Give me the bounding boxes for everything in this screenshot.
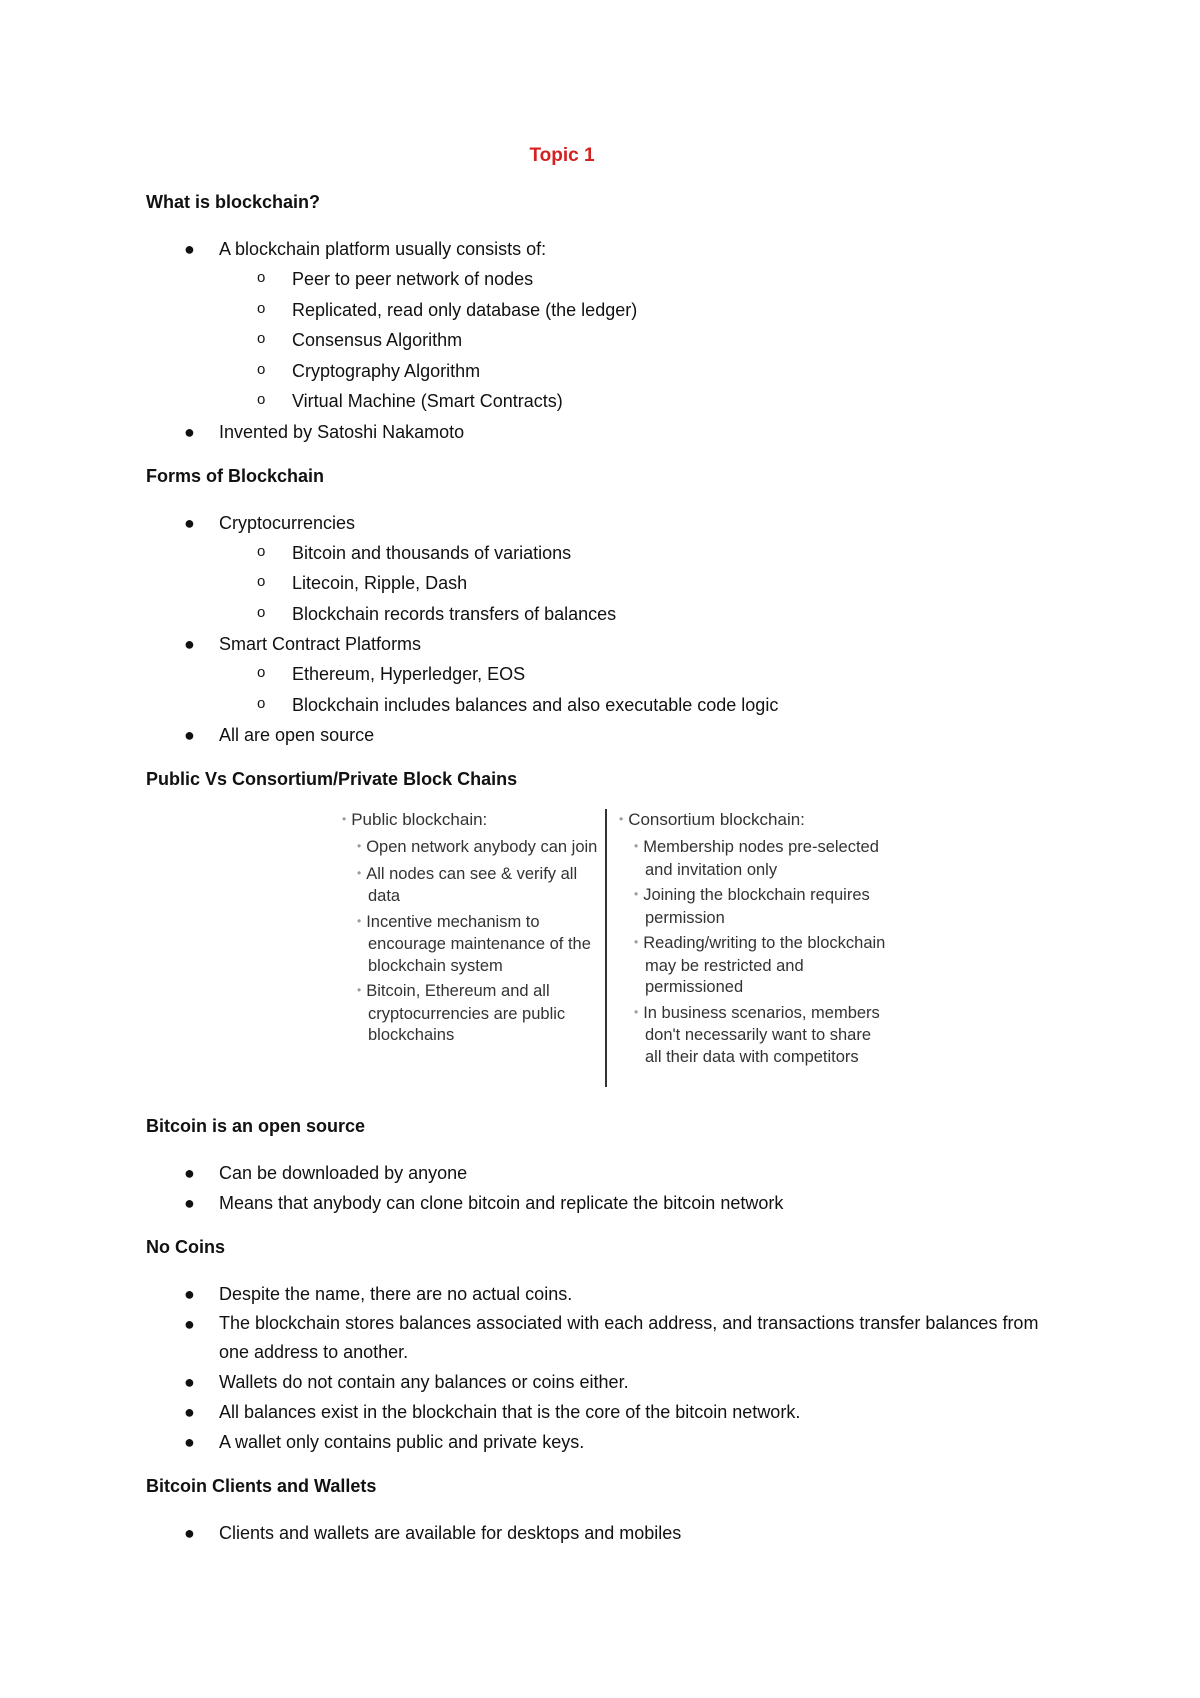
- circle-bullet-icon: o: [257, 542, 266, 560]
- sub-list-item: o Litecoin, Ripple, Dash: [146, 568, 1066, 599]
- section-heading-bitcoin-clients-wallets: Bitcoin Clients and Wallets: [146, 1476, 377, 1496]
- section-heading-no-coins: No Coins: [146, 1237, 225, 1257]
- list-item: ● All balances exist in the blockchain that is the core of the bitcoin network.: [146, 1397, 1066, 1427]
- list-item: ● Wallets do not contain any balances or coins either.: [146, 1367, 1066, 1397]
- sub-list-item: o Blockchain records transfers of balances: [146, 599, 1066, 630]
- column-point: • Membership nodes pre-selected and invitation only: [634, 838, 879, 879]
- section-heading-what-is-blockchain: What is blockchain?: [146, 192, 321, 212]
- list-item: ● Can be downloaded by anyone: [146, 1158, 1066, 1188]
- bullet-icon: ●: [184, 634, 195, 654]
- sub-list-item: o Consensus Algorithm: [146, 325, 1066, 356]
- column-point: • All nodes can see & verify all data: [357, 864, 578, 905]
- bullet-icon: •: [342, 812, 347, 826]
- bullet-icon: •: [634, 1004, 639, 1019]
- bullet-icon: •: [634, 887, 639, 901]
- bullet-icon: •: [634, 839, 639, 853]
- circle-bullet-icon: o: [257, 603, 266, 621]
- column-point: • Joining the blockchain requires permission: [634, 886, 870, 927]
- document-content: [146, 145, 1066, 1566]
- bullet-icon: ●: [184, 1372, 195, 1392]
- sub-list-item: o Ethereum, Hyperledger, EOS: [146, 659, 1066, 690]
- sub-list-item: o Peer to peer network of nodes: [146, 264, 1066, 295]
- column-heading: • Public blockchain:: [342, 810, 488, 829]
- column-point: • In business scenarios, members don't necessarily want to share all their data with competitors: [634, 1003, 880, 1066]
- bullet-icon: ●: [184, 1432, 195, 1452]
- column-point: • Incentive mechanism to encourage maintenance of the blockchain system: [357, 912, 591, 975]
- bullet-list: [146, 1279, 1066, 1457]
- comparison-figure: [146, 809, 1066, 1087]
- circle-bullet-icon: o: [257, 573, 266, 590]
- section-heading-bitcoin-open-source: Bitcoin is an open source: [146, 1116, 366, 1136]
- column-heading: • Consortium blockchain:: [619, 810, 805, 829]
- bullet-icon: ●: [184, 1284, 195, 1304]
- bullet-icon: •: [357, 913, 362, 928]
- bullet-icon: •: [619, 812, 624, 826]
- circle-bullet-icon: o: [257, 664, 266, 681]
- sub-list-item: o Cryptography Algorithm: [146, 356, 1066, 387]
- bullet-icon: •: [634, 935, 639, 949]
- bullet-icon: ●: [184, 725, 195, 745]
- list-item: ● A wallet only contains public and private keys.: [146, 1427, 1066, 1457]
- list-item: ● A blockchain platform usually consists of: o Peer to peer network of nodes o Replicated, read only database (the ledger) o Consensus Algorithm o Cryptography Algorithm o Virtual Machine (Smart Contracts): [146, 234, 1066, 417]
- list-item: ● Invented by Satoshi Nakamoto: [146, 417, 1066, 447]
- bullet-icon: •: [357, 865, 362, 880]
- circle-bullet-icon: o: [257, 391, 266, 408]
- public-blockchain-column: [342, 809, 602, 1051]
- circle-bullet-icon: o: [257, 694, 266, 712]
- section-heading-forms-of-blockchain: Forms of Blockchain: [146, 465, 325, 486]
- sub-list-item: o Bitcoin and thousands of variations: [146, 538, 1066, 569]
- list-item: ● Despite the name, there are no actual coins.: [146, 1279, 1066, 1309]
- bullet-icon: ●: [184, 1193, 195, 1213]
- circle-bullet-icon: o: [257, 360, 266, 378]
- column-point: • Reading/writing to the blockchain may be restricted and permissioned: [634, 934, 886, 996]
- bullet-list: [146, 1518, 1066, 1548]
- list-item: ● All are open source: [146, 720, 1066, 750]
- bullet-icon: ●: [184, 512, 195, 533]
- sub-list: [219, 264, 1066, 417]
- sub-list: [219, 538, 1066, 630]
- document-title: Topic 1: [529, 145, 595, 166]
- circle-bullet-icon: o: [257, 299, 266, 317]
- bullet-icon: ●: [184, 421, 195, 442]
- sub-list: [219, 659, 1066, 720]
- bullet-icon: •: [357, 983, 362, 997]
- column-point: • Open network anybody can join: [357, 838, 598, 856]
- circle-bullet-icon: o: [257, 269, 266, 286]
- bullet-icon: ●: [184, 1402, 195, 1422]
- bullet-list: [146, 234, 1066, 447]
- list-item: ● The blockchain stores balances associated with each address, and transactions transfer balances from one address to another.: [146, 1309, 1066, 1367]
- bullet-icon: ●: [184, 1163, 195, 1183]
- consortium-blockchain-column: [605, 809, 889, 1087]
- bullet-list: [146, 508, 1066, 751]
- list-item: ● Means that anybody can clone bitcoin and replicate the bitcoin network: [146, 1188, 1066, 1218]
- sub-list-item: o Replicated, read only database (the ledger): [146, 295, 1066, 326]
- bullet-list: [146, 1158, 1066, 1218]
- sub-list-item: o Blockchain includes balances and also executable code logic: [146, 690, 1066, 721]
- sub-list-item: o Virtual Machine (Smart Contracts): [146, 386, 1066, 417]
- section-heading-public-vs-consortium: Public Vs Consortium/Private Block Chains: [146, 769, 518, 789]
- bullet-icon: ●: [184, 1523, 195, 1543]
- list-item: ● Smart Contract Platforms o Ethereum, Hyperledger, EOS o Blockchain includes balances and also executable code logic: [146, 629, 1066, 720]
- list-item: ● Clients and wallets are available for desktops and mobiles: [146, 1518, 1066, 1548]
- column-point: • Bitcoin, Ethereum and all cryptocurrencies are public blockchains: [357, 982, 566, 1044]
- list-item: ● Cryptocurrencies o Bitcoin and thousands of variations o Litecoin, Ripple, Dash o Blockchain records transfers of balances: [146, 508, 1066, 630]
- circle-bullet-icon: o: [257, 330, 266, 347]
- bullet-icon: ●: [184, 1314, 195, 1334]
- bullet-icon: ●: [184, 239, 195, 259]
- bullet-icon: •: [357, 839, 362, 853]
